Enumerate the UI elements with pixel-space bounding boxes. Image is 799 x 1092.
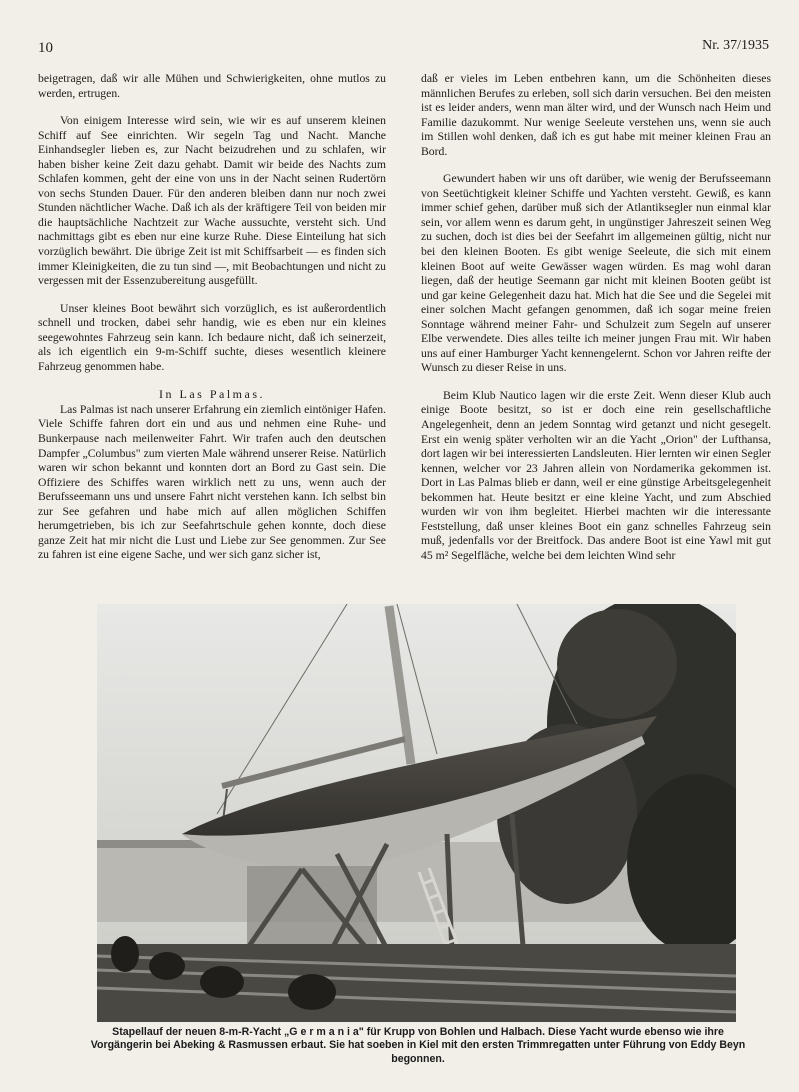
paragraph: beigetragen, daß wir alle Mühen und Schwierigkeiten, ohne mutlos zu werden, ertrugen. — [38, 72, 386, 100]
paragraph: Gewundert haben wir uns oft darüber, wie wenig der Berufsseemann von Seetüchtigkeit kleiner Schiffe und Yachten versteht. Gewiß, es kann immer schief gehen, darüber muß sich der Atlantiksegler nun einmal klar sein, vor allem wenn es darum geht, in ungünstiger Jahreszeit seinen Weg zu suchen, doch ist dies bei der Seefahrt im allgemeinen gültig, nicht nur bei den kleinen Booten. Es gibt wenige Seeleute, die sich mit einem kleinen Boot auf weite Gewässer wagen würden. Es mag wohl daran liegen, daß der heutige Seemann gar nicht mit kleinen Booten geübt ist und gar keine Gelegenheit dazu hat. Mich hat die See und die Segelei mit einer solchen Macht gefangen genommen, daß ich sogar meine freien Sonntage während meiner Fahr- und Schulzeit zum Segeln auf unserer Elbe verwendete. Dies alles teilte ich meiner jungen Frau mit. Wir haben uns auf einer Hamburger Yacht kennengelernt. Schon vor Jahren reifte der Wunsch zu dieser Reise in uns. — [421, 172, 771, 375]
page-number: 10 — [38, 40, 53, 56]
slipway-ground — [97, 944, 736, 1022]
paragraph: daß er vieles im Leben entbehren kann, um die Schönheiten dieses männlichen Berufes zu erleben, soll sich darin versuchen. Bei den meisten ist es leider anders, wenn man älter wird, und der Wunsch nach Heim und Familie dazukommt. Nur wenige Seeleute verstehen uns, wenn sie auch im Stillen wohl denken, daß ich es gut habe mit meiner kleinen Frau an Bord. — [421, 72, 771, 158]
photo-caption: Stapellauf der neuen 8-m-R-Yacht „G e r m a n i a" für Krupp von Bohlen und Halbach. Diese Yacht wurde ebenso wie ihre Vorgängerin bei Abeking & Rasmussen erbaut. Sie hat soeben in Kiel mit den ersten Trimmregatten unter Führung von Eddy Beyn begonnen. — [90, 1026, 746, 1065]
paragraph: Las Palmas ist nach unserer Erfahrung ein ziemlich eintöniger Hafen. Viele Schiffe fahren dort ein und aus und nehmen eine Ruhe- und Bunkerpause nach meilenweiter Fahrt. Wir trafen auch den deutschen Dampfer „Columbus" zum vierten Male während unserer Reise. Natürlich waren wir schon bekannt und konnten dort an Bord zu Gast sein. Die Offiziere des Schiffes waren wirklich nett zu uns, wenn auch der Berufsseemann uns und unsere Fahrt nicht verstehen kann. Ich selbst bin zur See gefahren und habe mich auf allen möglichen Schiffen herumgetrieben, bis ich zur Seefahrtschule gehen konnte, doch diese ganze Zeit hat mir nicht die Lust und Liebe zur See genommen. Zur See zu fahren ist eine eigene Sache, und wer sich ganz sicher ist, — [38, 402, 386, 562]
left-column — [38, 72, 386, 576]
paragraph: Von einigem Interesse wird sein, wie wir es auf unserem kleinen Schiff auf See einrichten. Wir segeln Tag und Nacht. Manche Einhandsegler lieben es, zur Nacht beizudrehen und zu schlafen, wir haben bisher keine Zeit dazu gehabt. Damit wir beide des Nachts zum Schlafen kommen, geht der eine von uns in der Nacht seinen Rudertörn von sechs Stunden Dauer. Für den anderen bleiben dann nur noch zwei Stunden nächtlicher Wache. Daß ich als der kräftigere Teil von beiden mir die hauptsächliche Nachtzeit zur Wache aussuchte, versteht sich. Und nachmittags gibt es eben nur eine kurze Ruhe. Diese Einteilung hat sich vorzüglich bewährt. Die übrige Zeit ist mit Schiffsarbeit — es finden sich immer Kleinigkeiten, die zu tun sind —, mit Beobachtungen und nicht zu vergessen mit der Essenzubereitung ausgefüllt. — [38, 114, 386, 288]
yacht-launch-photo — [97, 604, 736, 1022]
section-heading: In Las Palmas. — [159, 387, 265, 402]
right-column — [421, 72, 771, 577]
paragraph: Unser kleines Boot bewährt sich vorzüglich, es ist außerordentlich schnell und trocken, dabei sehr handig, wie es eben nur ein kleines seegewohntes Fahrzeug sein kann. Ich bedaure nicht, daß ich seinerzeit, als ich eigentlich ein 9-m-Schiff suchte, dieses wesentlich kleinere Fahrzeug genommen habe. — [38, 301, 386, 373]
yacht-photo-illustration — [97, 604, 736, 1022]
paragraph: Beim Klub Nautico lagen wir die erste Zeit. Wenn dieser Klub auch einige Boote besitzt, so ist er doch eine rein gesellschaftliche Angelegenheit, denn an jedem Sonntag wird getanzt und nicht gesegelt. Erst ein wenig später verholten wir an die Yacht „Orion" der Lufthansa, dort lagen wir bei interessierten Landsleuten. Hier lernten wir einen Segler kennen, welcher vor 23 Jahren allein von Nordamerika gekommen ist. Dort in Las Palmas blieb er dann, weil er eine günstige Arbeitsgelegenheit bekommen hat. Heute besitzt er eine kleine Yacht, und zum Abschied wurden wir von ihm begleitet. Hierbei machten wir die interessante Feststellung, daß unser kleines Boot ein ganz schnelles Fahrzeug sein muß, jedenfalls vor der Breitfock. Das andere Boot ist eine Yawl mit gut 45 m² Segelfläche, welche bei dem leichten Wind sehr — [421, 388, 771, 562]
issue-number: Nr. 37/1935 — [702, 38, 769, 53]
